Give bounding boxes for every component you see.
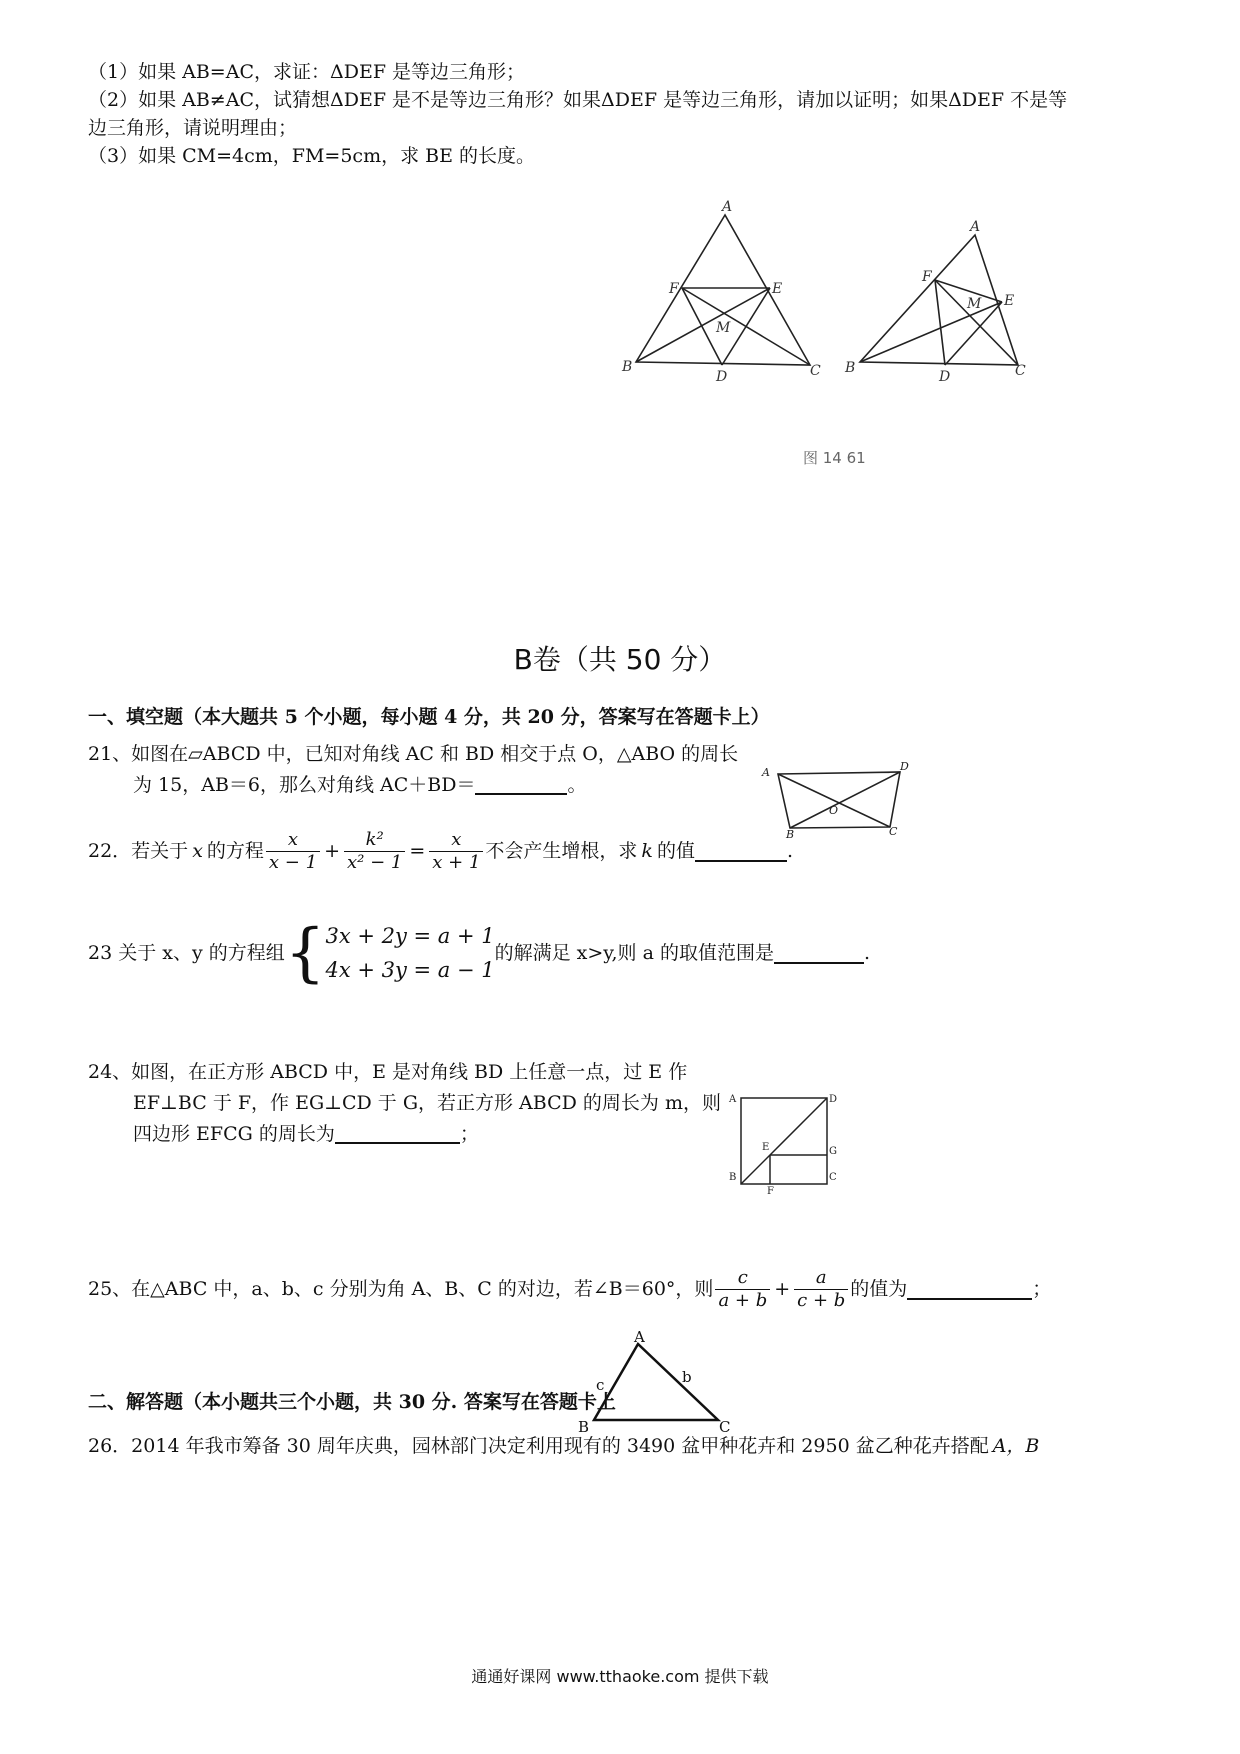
q23-suffix: 的解满足 x>y,则 a 的取值范围是 bbox=[494, 942, 774, 964]
right-label-a: A bbox=[970, 219, 981, 235]
q24-label-a: A bbox=[729, 1094, 737, 1105]
q22-suffix-2: 的值 bbox=[656, 840, 695, 862]
problem-part-1: （1）如果 AB=AC，求证：ΔDEF 是等边三角形； bbox=[88, 61, 526, 83]
figure-caption: 图 14 61 bbox=[803, 449, 866, 467]
q26-vars: A，B bbox=[992, 1435, 1040, 1457]
q21-label-c: C bbox=[889, 825, 898, 838]
q24-text: 四边形 EFCG 的周长为 bbox=[133, 1123, 335, 1145]
q22-suffix: 不会产生增根，求 bbox=[485, 840, 638, 862]
q24-label-f: F bbox=[767, 1186, 774, 1196]
triangle-figures bbox=[610, 195, 1040, 430]
q21-label-d: D bbox=[900, 762, 909, 773]
q22-line bbox=[88, 826, 793, 876]
q22-fraction-2: $\frac{\text{k²}}{\text{x² − 1}}$ bbox=[344, 829, 405, 874]
part-2-heading: 二、解答题（本小题共三个小题，共 30 分. 答案写在答题卡上 bbox=[88, 1391, 616, 1413]
q24-label-e: E bbox=[762, 1142, 770, 1153]
q25-label-a: A bbox=[634, 1328, 645, 1346]
left-label-a: A bbox=[722, 199, 733, 215]
q21-line-2 bbox=[133, 771, 587, 799]
q23-answer-blank bbox=[774, 942, 864, 964]
left-label-d: D bbox=[716, 369, 728, 385]
q23-end: . bbox=[863, 942, 871, 964]
left-label-c: C bbox=[810, 363, 821, 379]
left-label-m: M bbox=[716, 320, 731, 336]
q21-text: 为 15，AB＝6，那么对角线 AC＋BD＝ bbox=[133, 774, 476, 796]
right-label-e: E bbox=[1004, 293, 1015, 309]
q26-text: 26．2014 年我市筹备 30 周年庆典，园林部门决定利用现有的 3490 盆甲种花卉和 2950 盆乙种花卉搭配 bbox=[88, 1435, 989, 1457]
right-label-b: B bbox=[845, 360, 856, 376]
q21-end: 。 bbox=[567, 774, 587, 796]
left-label-b: B bbox=[622, 359, 633, 375]
q25-plus: + bbox=[774, 1278, 791, 1300]
q22-plus: + bbox=[324, 840, 340, 862]
footer-credit: 通通好课网 www.tthaoke.com 提供下载 bbox=[471, 1667, 769, 1686]
left-label-f: F bbox=[669, 281, 679, 297]
q22-equals: = bbox=[409, 840, 426, 862]
right-label-m: M bbox=[967, 296, 982, 312]
q22-var: x bbox=[192, 840, 203, 862]
q23-eq-2: 4x + 3y = a − 1 bbox=[325, 958, 495, 982]
q22-k: k bbox=[641, 840, 653, 862]
right-label-f: F bbox=[922, 269, 932, 285]
q25-label-side-b: b bbox=[682, 1368, 692, 1386]
q23-brace: { bbox=[284, 916, 326, 990]
q25-end: ； bbox=[1032, 1278, 1052, 1300]
q22-mid: 的方程 bbox=[206, 840, 264, 862]
q24-label-g: G bbox=[829, 1146, 837, 1157]
q21-label-o: O bbox=[829, 804, 839, 817]
right-label-d: D bbox=[939, 369, 951, 385]
q25-suffix: 的值为 bbox=[850, 1278, 908, 1300]
q24-answer-blank bbox=[335, 1122, 460, 1144]
problem-part-2-line-2: 边三角形，请说明理由； bbox=[88, 117, 298, 139]
q21-line-1: 21、如图在▱ABCD 中，已知对角线 AC 和 BD 相交于点 O，△ABO 的周长 bbox=[88, 743, 739, 765]
q26-line bbox=[88, 1432, 1039, 1460]
q25-label-b: B bbox=[578, 1418, 590, 1436]
q25-triangle bbox=[578, 1328, 748, 1440]
q24-line-2: EF⊥BC 于 F，作 EG⊥CD 于 G，若正方形 ABCD 的周长为 m，则 bbox=[133, 1092, 721, 1114]
q25-fraction-2: $\frac{a}{c + b}$ bbox=[794, 1267, 848, 1312]
q22-fraction-3: $\frac{x}{x + 1}$ bbox=[429, 829, 483, 874]
q25-prefix: 25、在△ABC 中，a、b、c 分别为角 A、B、C 的对边，若∠B＝60°，则 bbox=[88, 1278, 714, 1300]
q25-label-c: C bbox=[719, 1418, 731, 1436]
q23-line bbox=[88, 918, 870, 988]
q25-answer-blank bbox=[907, 1278, 1032, 1300]
q23-eq-1: 3x + 2y = a + 1 bbox=[325, 924, 495, 948]
q24-line-1: 24、如图，在正方形 ABCD 中，E 是对角线 BD 上任意一点，过 E 作 bbox=[88, 1061, 688, 1083]
q24-square bbox=[725, 1088, 845, 1196]
q25-label-side-c: c bbox=[596, 1376, 605, 1394]
q23-prefix: 23 关于 x、y 的方程组 bbox=[88, 942, 285, 964]
q21-answer-blank bbox=[475, 773, 567, 795]
right-triangle bbox=[860, 235, 1018, 365]
q24-label-b: B bbox=[729, 1172, 737, 1183]
problem-part-2-line-1: （2）如果 AB≠AC，试猜想ΔDEF 是不是等边三角形？如果ΔDEF 是等边三角形，请加以证明；如果ΔDEF 不是等 bbox=[88, 89, 1068, 111]
q24-end: ； bbox=[459, 1123, 479, 1145]
left-label-e: E bbox=[772, 281, 783, 297]
q24-line-3 bbox=[133, 1120, 479, 1148]
q22-answer-blank bbox=[695, 840, 787, 862]
q24-label-c: C bbox=[829, 1172, 837, 1183]
q21-label-b: B bbox=[786, 828, 795, 841]
left-triangle bbox=[636, 215, 810, 365]
q22-end: . bbox=[786, 840, 793, 862]
part-1-heading: 一、填空题（本大题共 5 个小题，每小题 4 分，共 20 分，答案写在答题卡上） bbox=[88, 706, 770, 728]
q25-line bbox=[88, 1264, 1051, 1314]
right-label-c: C bbox=[1015, 363, 1026, 379]
q22-prefix: 22．若关于 bbox=[88, 840, 189, 862]
problem-part-3: （3）如果 CM=4cm，FM=5cm，求 BE 的长度。 bbox=[88, 145, 536, 167]
q25-fraction-1: $\frac{c}{a + b}$ bbox=[715, 1267, 770, 1312]
section-title: B卷（共 50 分） bbox=[513, 643, 727, 676]
q22-fraction-1: $\frac{x}{x - 1}$ bbox=[266, 829, 320, 874]
q24-label-d: D bbox=[829, 1094, 838, 1105]
q21-label-a: A bbox=[762, 766, 770, 779]
q23-system bbox=[325, 919, 494, 987]
